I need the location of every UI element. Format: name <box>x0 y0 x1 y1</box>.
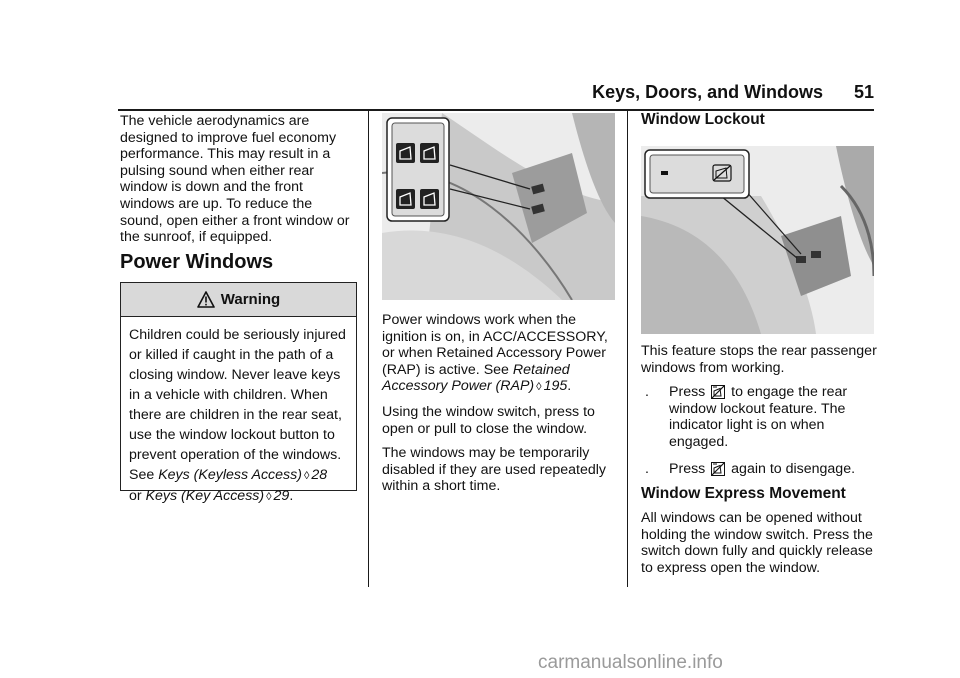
ref2-page[interactable]: 29 <box>273 488 290 504</box>
see-label: See <box>129 467 155 483</box>
window-lockout-figure <box>641 146 874 334</box>
keys-keyless-access-link[interactable]: Keys (Keyless Access) <box>158 467 302 483</box>
window-lockout-heading: Window Lockout <box>641 111 765 128</box>
page-ref-icon: ◊ <box>266 491 272 503</box>
warning-header <box>121 283 356 317</box>
express-section <box>641 510 877 584</box>
column-divider-2 <box>627 111 628 587</box>
power-windows-text: Power windows work when the ignition is on, in ACC/ACCESSORY, or when Retained Accessory Power (RAP) is active. See <box>382 312 608 378</box>
lockout-intro: This feature stops the rear passenger windows from working. <box>641 343 877 376</box>
or-label: or <box>129 488 142 504</box>
ref1-page[interactable]: 28 <box>311 467 328 483</box>
express-paragraph: All windows can be opened without holding the window switch. Press the switch down fully and quickly release to express open the window. <box>641 510 873 576</box>
bullet1-post: to engage the rear window lockout feature. The indicator light is on when engaged. <box>669 384 848 450</box>
section-title: Keys, Doors, and Windows <box>592 82 823 102</box>
power-windows-paragraph: Power windows work when the ignition is on, in ACC/ACCESSORY, or when Retained Accessory Power (RAP) is active. See Retained Accessory Power (RAP) ◊ 195. <box>382 312 608 395</box>
page-number: 51 <box>853 82 874 102</box>
bullet-text <box>669 461 855 478</box>
page-ref-icon: ◊ <box>303 470 310 482</box>
list-item <box>641 461 877 478</box>
window-express-heading: Window Express Movement <box>641 485 846 502</box>
page-header <box>0 82 874 106</box>
aerodynamics-paragraph: The vehicle aerodynamics are designed to improve fuel economy performance. This may result in a pulsing sound when either rear window is down and the front windows are up. To reduce the sound, open either a front window or the sunroof, if equipped. <box>120 113 350 246</box>
watermark: carmanualsonline.info <box>538 652 723 673</box>
warning-body: Children could be seriously injured or killed if caught in the path of a closing window. Never leave keys in a vehicle with children. When there are children in the rear seat, use the window lockout button to prevent operation of the windows. See Keys (Keyless Access) ◊ 28 or Keys (Key Access) ◊ 29. <box>129 327 346 504</box>
window-lockout-icon <box>711 385 725 399</box>
window-lockout-icon <box>711 462 725 476</box>
warning-box <box>120 282 357 504</box>
temporarily-disabled-paragraph: The windows may be temporarily disabled if they are used repeatedly within a short time. <box>382 445 606 495</box>
column-3 <box>641 343 877 483</box>
page-ref-icon: ◊ <box>536 381 542 394</box>
warning-title: Warning <box>220 291 281 308</box>
column-1 <box>120 113 356 254</box>
bullet2-post: again to disengage. <box>731 460 856 477</box>
bullet-mark: . <box>645 460 649 477</box>
bullet1-pre: Press <box>669 384 706 401</box>
rap-link[interactable]: Retained Accessory Power (RAP) <box>382 361 570 395</box>
warning-text: Children could be seriously injured or killed if caught in the path of a closing window. Never leave keys in a vehicle with children. When there are children in the rear seat, use the window lockout button to prevent operation of the windows. <box>129 327 346 463</box>
column-divider-1 <box>368 111 369 587</box>
bullet-mark: . <box>645 384 649 401</box>
bullet-text <box>669 384 877 450</box>
warning-triangle-icon <box>197 291 215 308</box>
rap-page[interactable]: 195 <box>543 378 568 395</box>
window-switch-paragraph: Using the window switch, press to open or pull to close the window. <box>382 403 595 437</box>
window-switch-figure <box>382 113 615 300</box>
keys-key-access-link[interactable]: Keys (Key Access) <box>145 488 265 504</box>
bullet2-pre: Press <box>669 460 706 477</box>
list-item <box>641 384 877 450</box>
column-2 <box>382 312 618 503</box>
power-windows-heading: Power Windows <box>120 251 274 273</box>
